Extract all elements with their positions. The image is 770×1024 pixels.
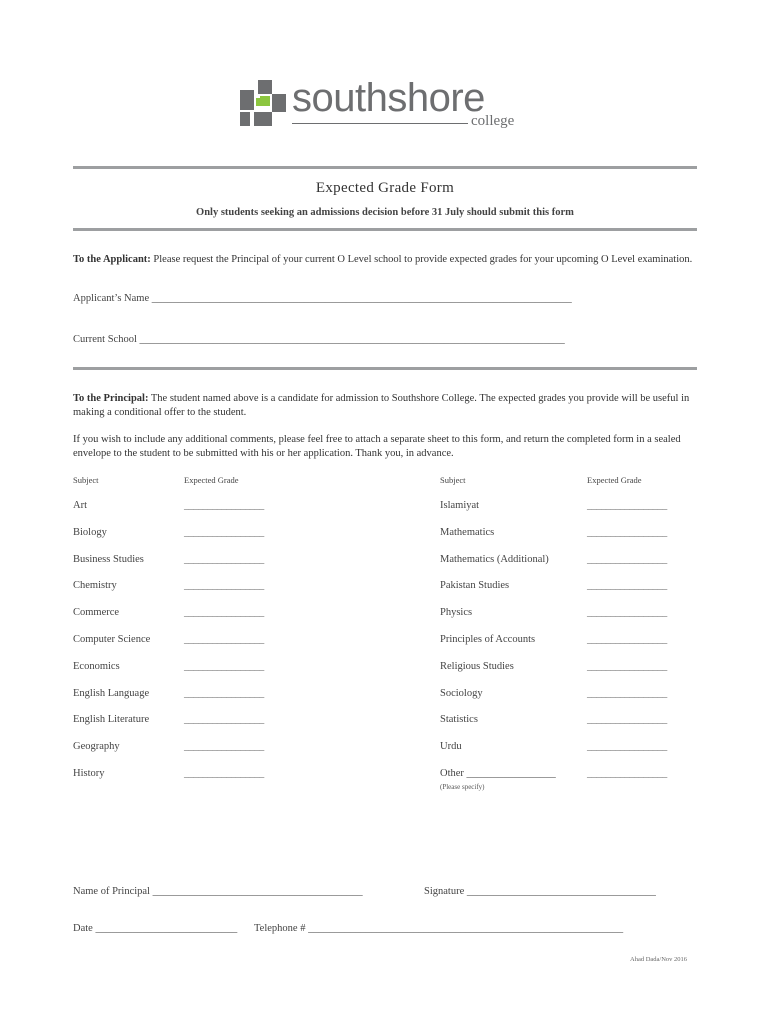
applicant-instructions <box>73 253 699 267</box>
applicant-label: To the Applicant: <box>73 254 151 265</box>
grade-left-field[interactable]: _________________ <box>184 741 264 752</box>
subject-left: Geography <box>73 741 120 752</box>
subject-left: Economics <box>73 661 120 672</box>
grade-left-field[interactable]: _________________ <box>184 634 264 645</box>
subject-left: Computer Science <box>73 634 151 645</box>
grade-right-field[interactable]: _________________ <box>587 634 667 645</box>
grade-right-field[interactable]: _________________ <box>587 500 667 511</box>
grade-right-field[interactable]: _________________ <box>587 768 667 779</box>
footer-note: Ahad Dada/Nov 2016 <box>630 956 688 963</box>
header-grade-right: Expected Grade <box>587 475 642 485</box>
logo-subtext: college <box>471 113 515 129</box>
grade-left-field[interactable]: _________________ <box>184 688 264 699</box>
subject-left: Art <box>73 500 87 511</box>
subject-right: Mathematics (Additional) <box>440 554 549 565</box>
subject-right: Statistics <box>440 714 478 725</box>
subject-right[interactable]: Other _________________ <box>440 768 556 779</box>
subject-right: Principles of Accounts <box>440 634 536 645</box>
grade-left-field[interactable]: _________________ <box>184 527 264 538</box>
applicant-text: Please request the Principal of your current O Level school to provide expected grades for your upcoming O Level examination. <box>150 254 693 265</box>
grade-left-field[interactable]: _________________ <box>184 714 264 725</box>
grade-left-field[interactable]: _________________ <box>184 580 264 591</box>
subject-right: Islamiyat <box>440 500 480 511</box>
applicant-name-field[interactable]: Applicant’s Name ________________________________________________________________________________ <box>73 293 572 304</box>
subject-left: History <box>73 768 105 779</box>
telephone-field[interactable]: Telephone # ____________________________________________________________ <box>254 923 624 934</box>
subject-left: Business Studies <box>73 554 144 565</box>
grade-left-field[interactable]: _________________ <box>184 768 264 779</box>
grade-right-field[interactable]: _________________ <box>587 607 667 618</box>
form-title: Expected Grade Form <box>315 180 455 196</box>
grade-right-field[interactable]: _________________ <box>587 554 667 565</box>
header-subject-right: Subject <box>440 475 466 485</box>
grade-right-field[interactable]: _________________ <box>587 527 667 538</box>
subject-left: Biology <box>73 527 107 538</box>
signature-field[interactable]: Signature ____________________________________ <box>424 886 656 897</box>
grade-left-field[interactable]: _________________ <box>184 607 264 618</box>
grade-right-field[interactable]: _________________ <box>587 714 667 725</box>
grade-left-field[interactable]: _________________ <box>184 500 264 511</box>
top-divider <box>73 166 697 169</box>
subject-right: Sociology <box>440 688 483 699</box>
subject-left: English Literature <box>73 714 150 725</box>
subject-right: Pakistan Studies <box>440 580 510 591</box>
grade-left-field[interactable]: _________________ <box>184 661 264 672</box>
grade-right-field[interactable]: _________________ <box>587 580 667 591</box>
logo-wordmark: southshore <box>292 76 485 120</box>
logo-divider <box>292 123 468 124</box>
please-specify-note: (Please specify) <box>440 783 485 791</box>
header-divider <box>73 228 697 231</box>
subject-right: Urdu <box>440 741 462 752</box>
grade-right-field[interactable]: _________________ <box>587 741 667 752</box>
subject-right: Religious Studies <box>440 661 514 672</box>
subject-right: Physics <box>440 607 473 618</box>
principal-name-field[interactable]: Name of Principal ________________________________________ <box>73 886 363 897</box>
principal-instructions <box>73 392 699 420</box>
grade-right-field[interactable]: _________________ <box>587 688 667 699</box>
subject-left: Commerce <box>73 607 120 618</box>
principal-text: The student named above is a candidate for admission to Southshore College. The expected grades you provide will be useful in making a conditional offer to the student. <box>73 393 690 418</box>
grade-right-field[interactable]: _________________ <box>587 661 667 672</box>
principal-instructions-2: If you wish to include any additional comments, please feel free to attach a separate sheet to this form, and return the completed form in a sealed envelope to the student to be submitted with his or her application. Thank you, in advance. <box>73 434 681 459</box>
subject-left: English Language <box>73 688 150 699</box>
header-subject-left: Subject <box>73 475 99 485</box>
header-grade-left: Expected Grade <box>184 475 239 485</box>
current-school-field[interactable]: Current School _________________________________________________________________________________ <box>73 334 565 345</box>
logo-mark-icon <box>240 80 286 126</box>
form-subtitle: Only students seeking an admissions decision before 31 July should submit this form <box>196 207 574 218</box>
subject-left: Chemistry <box>73 580 117 591</box>
principal-label: To the Principal: <box>73 393 149 404</box>
subject-right: Mathematics <box>440 527 495 538</box>
section-divider <box>73 367 697 370</box>
date-field[interactable]: Date ___________________________ <box>73 923 238 934</box>
grade-left-field[interactable]: _________________ <box>184 554 264 565</box>
